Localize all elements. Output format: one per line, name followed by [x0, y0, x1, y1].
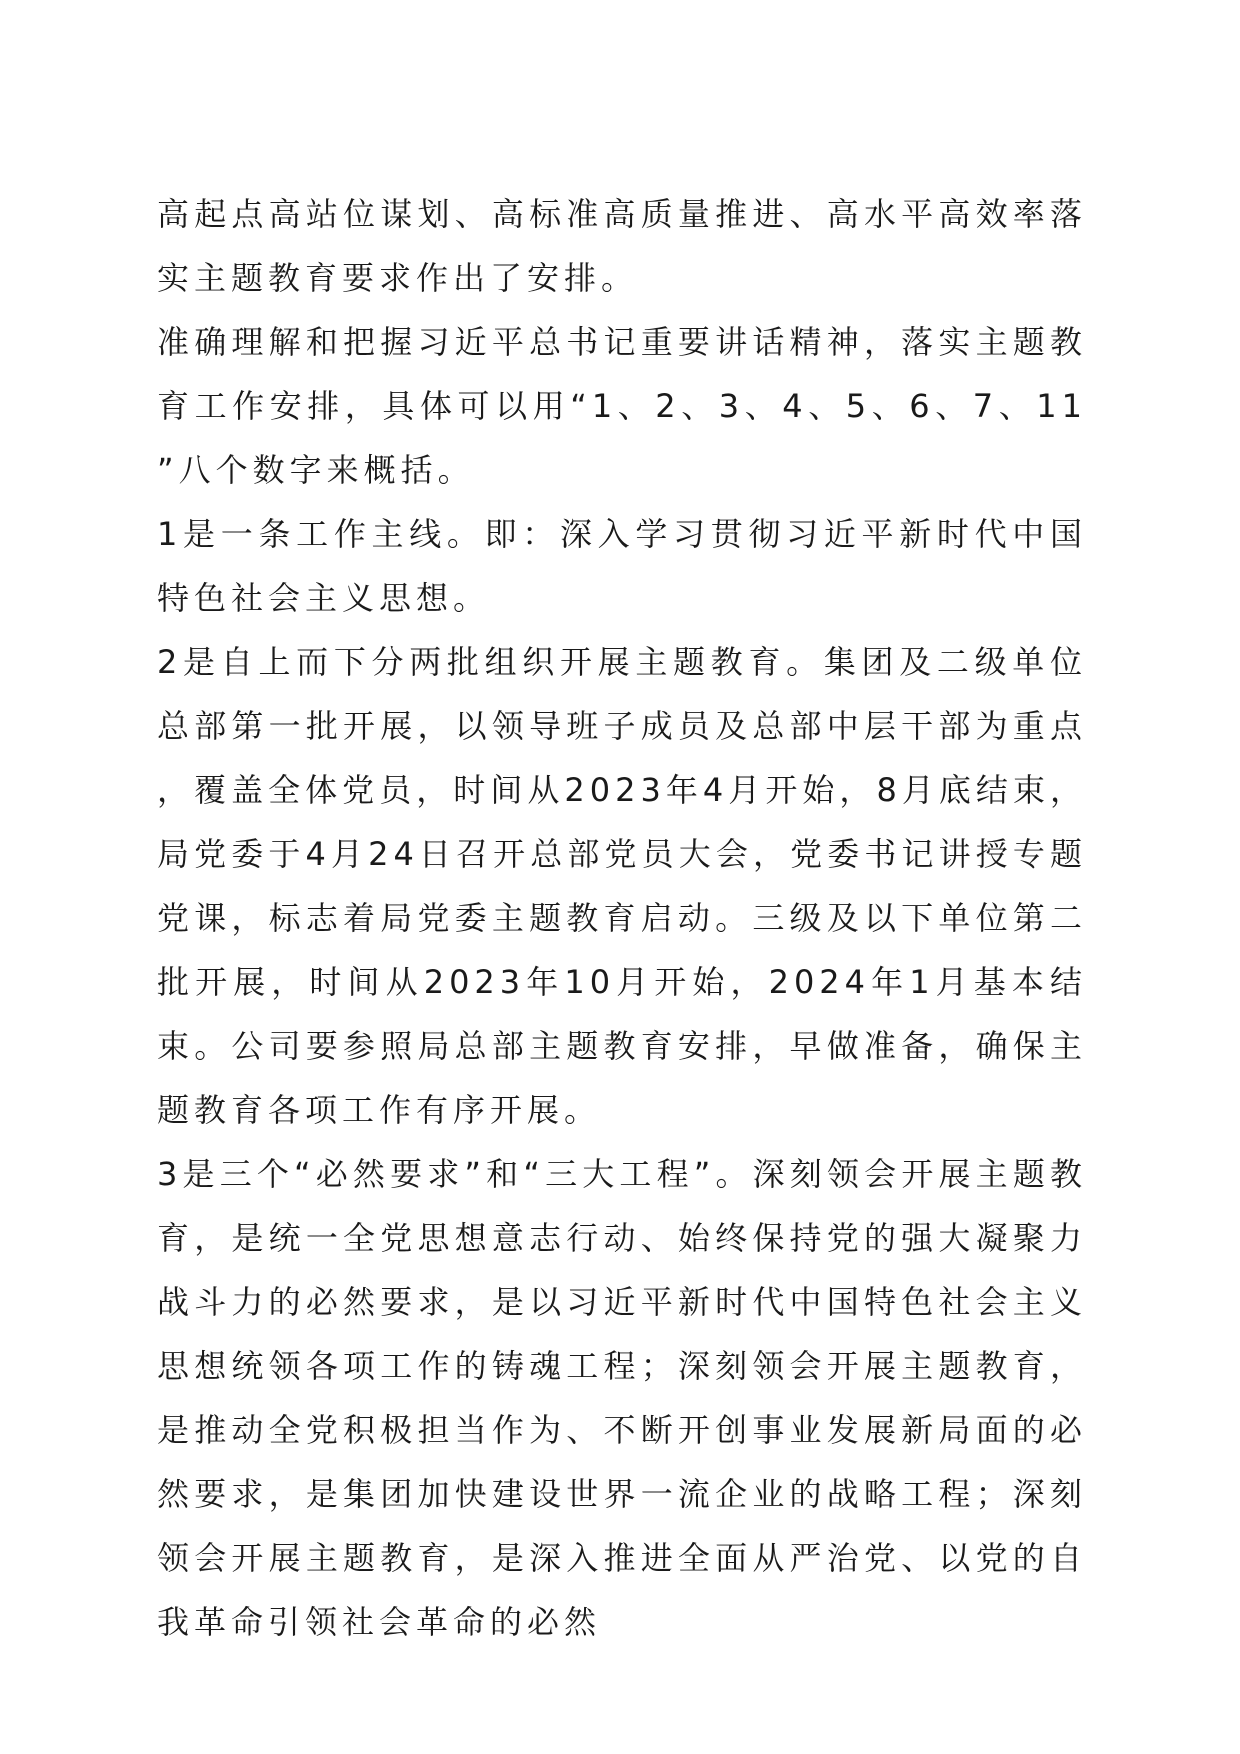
- paragraph-point-2: 2是自上而下分两批组织开展主题教育。集团及二级单位总部第一批开展，以领导班子成员及总部中层干部为重点，覆盖全体党员，时间从2023年4月开始，8月底结束，局党委于4月24日召开总部党员大会，党委书记讲授专题党课，标志着局党委主题教育启动。三级及以下单位第二批开展，时间从2023年10月开始，2024年1月基本结束。公司要参照局总部主题教育安排，早做准备，确保主题教育各项工作有序开展。: [157, 643, 1087, 1129]
- document-body: [157, 182, 1087, 1654]
- paragraph-point-1: 1是一条工作主线。即：深入学习贯彻习近平新时代中国特色社会主义思想。: [157, 515, 1087, 617]
- paragraph-overview: 准确理解和把握习近平总书记重要讲话精神，落实主题教育工作安排，具体可以用“1、2、3、4、5、6、7、11”八个数字来概括。: [157, 323, 1087, 489]
- paragraph-point-3: 3是三个“必然要求”和“三大工程”。深刻领会开展主题教育，是统一全党思想意志行动、始终保持党的强大凝聚力战斗力的必然要求，是以习近平新时代中国特色社会主义思想统领各项工作的铸魂工程；深刻领会开展主题教育，是推动全党积极担当作为、不断开创事业发展新局面的必然要求，是集团加快建设世界一流企业的战略工程；深刻领会开展主题教育，是深入推进全面从严治党、以党的自我革命引领社会革命的必然: [157, 1155, 1087, 1641]
- paragraph-continuation: 高起点高站位谋划、高标准高质量推进、高水平高效率落实主题教育要求作出了安排。: [157, 195, 1087, 297]
